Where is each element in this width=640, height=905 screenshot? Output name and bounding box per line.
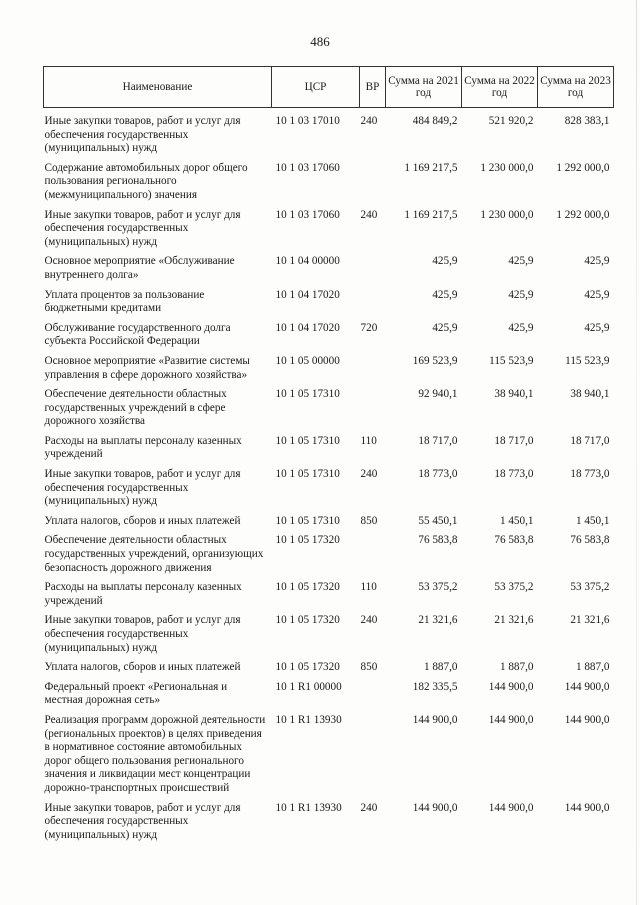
table-row	[44, 681, 614, 714]
row-csr: 10 1 04 17020	[275, 288, 340, 301]
row-sum-2021: 425,9	[432, 288, 458, 301]
row-vr	[360, 289, 386, 322]
row-name: Обслуживание государственного долга субъекта Российской Федерации	[44, 321, 231, 348]
row-sum-2022: 144 900,0	[488, 713, 534, 726]
page-number: 486	[310, 34, 330, 49]
row-csr: 10 1 05 17320	[275, 614, 340, 627]
row-name: Основное мероприятие «Обслуживание внутреннего долга»	[44, 255, 235, 281]
row-vr	[360, 534, 386, 581]
row-name: Обеспечение деятельности областных государственных учреждений, организующих безопасность дорожного движения	[44, 534, 264, 574]
header-sum-2022: Сумма на 2022 год	[462, 67, 538, 108]
row-sum-2023: 1 292 000,0	[556, 161, 610, 174]
row-name: Содержание автомобильных дорог общего пользования регионального (межмуниципального) значения	[44, 161, 248, 201]
row-sum-2021: 1 169 217,5	[404, 161, 458, 174]
row-sum-2023: 144 900,0	[564, 713, 610, 726]
row-vr: 720	[360, 321, 378, 334]
row-sum-2022: 144 900,0	[488, 801, 534, 814]
row-sum-2023: 1 292 000,0	[556, 208, 610, 221]
row-sum-2021: 76 583,8	[418, 534, 458, 547]
row-name: Иные закупки товаров, работ и услуг для обеспечения государственных (муниципальных) нужд	[44, 208, 241, 248]
row-sum-2021: 182 335,5	[412, 680, 458, 693]
table-row	[44, 289, 614, 322]
row-csr: 10 1 R1 13930	[275, 801, 342, 814]
row-sum-2022: 1 230 000,0	[480, 208, 534, 221]
header-sum-2021: Сумма на 2021 год	[386, 67, 462, 108]
row-name: Расходы на выплаты персоналу казенных учреждений	[44, 581, 242, 607]
header-vr: ВР	[360, 67, 386, 108]
row-sum-2022: 76 583,8	[494, 534, 534, 547]
row-csr: 10 1 05 17320	[275, 661, 340, 674]
row-name: Расходы на выплаты персоналу казенных учреждений	[44, 434, 242, 461]
row-name: Иные закупки товаров, работ и услуг для обеспечения государственных (муниципальных) нужд	[44, 801, 241, 841]
table-row	[44, 802, 614, 849]
header-name: Наименование	[44, 67, 272, 108]
row-csr: 10 1 05 17320	[275, 581, 340, 594]
row-name: Уплата процентов за пользование бюджетными кредитами	[44, 288, 205, 315]
table-row	[44, 661, 614, 681]
row-csr: 10 1 05 17310	[275, 468, 340, 481]
row-sum-2022: 425,9	[508, 255, 534, 268]
row-vr: 240	[360, 115, 378, 127]
row-csr: 10 1 03 17010	[275, 115, 340, 127]
row-csr: 10 1 05 17310	[275, 388, 340, 401]
row-csr: 10 1 05 17310	[275, 514, 340, 527]
row-vr: 850	[360, 514, 378, 527]
row-vr	[360, 355, 386, 388]
row-sum-2023: 115 523,9	[565, 354, 610, 367]
row-sum-2022: 425,9	[508, 288, 534, 301]
row-name: Федеральный проект «Региональная и местная дорожная сеть»	[44, 680, 228, 707]
row-sum-2021: 484 849,2	[412, 115, 458, 127]
row-sum-2023: 18 773,0	[570, 468, 610, 481]
row-sum-2021: 144 900,0	[412, 801, 458, 814]
row-vr	[360, 388, 386, 435]
row-csr: 10 1 04 00000	[275, 255, 340, 268]
table-body	[44, 108, 614, 849]
table-row	[44, 108, 614, 162]
row-sum-2023: 144 900,0	[564, 801, 610, 814]
row-sum-2022: 21 321,6	[494, 614, 534, 627]
row-sum-2023: 38 940,1	[570, 388, 610, 401]
row-sum-2021: 144 900,0	[412, 713, 458, 726]
row-vr: 240	[360, 801, 378, 814]
row-sum-2022: 38 940,1	[494, 388, 534, 401]
row-sum-2023: 21 321,6	[570, 614, 610, 627]
row-sum-2022: 18 773,0	[494, 468, 534, 481]
row-vr	[360, 255, 386, 288]
row-csr: 10 1 04 17020	[275, 321, 340, 334]
row-vr	[360, 714, 386, 802]
table-row	[44, 435, 614, 468]
row-sum-2021: 18 773,0	[418, 468, 458, 481]
row-sum-2022: 1 887,0	[499, 661, 534, 674]
row-vr: 850	[360, 661, 378, 674]
row-csr: 10 1 05 17320	[275, 534, 340, 547]
row-sum-2023: 1 450,1	[575, 514, 610, 527]
table-row	[44, 468, 614, 515]
table-row	[44, 355, 614, 388]
row-sum-2021: 92 940,1	[418, 388, 458, 401]
row-vr: 240	[360, 208, 378, 221]
table-header	[44, 67, 614, 108]
row-name: Иные закупки товаров, работ и услуг для обеспечения государственных (муниципальных) нужд	[44, 468, 241, 508]
row-vr: 240	[360, 468, 378, 481]
row-name: Иные закупки товаров, работ и услуг для обеспечения государственных (муниципальных) нужд	[44, 115, 241, 155]
row-sum-2023: 425,9	[584, 288, 610, 301]
row-sum-2021: 21 321,6	[418, 614, 458, 627]
scan-edge	[636, 0, 637, 905]
table-row	[44, 714, 614, 802]
row-sum-2023: 144 900,0	[564, 680, 610, 693]
header-csr: ЦСР	[272, 67, 360, 108]
table-row	[44, 534, 614, 581]
row-name: Реализация программ дорожной деятельности (региональных проектов) в целях приведения в нормативное состояние автомобильных дорог общего пользования регионального значения и ликвидации мест концентрации дорожно-транспортных происшествий	[44, 713, 266, 794]
row-csr: 10 1 R1 13930	[275, 713, 342, 726]
header-sum-2023: Сумма на 2023 год	[538, 67, 614, 108]
row-vr: 110	[360, 581, 377, 594]
row-name: Уплата налогов, сборов и иных платежей	[44, 661, 241, 674]
row-sum-2022: 1 230 000,0	[480, 161, 534, 174]
row-sum-2022: 53 375,2	[494, 581, 534, 594]
row-sum-2022: 18 717,0	[494, 434, 534, 447]
row-sum-2022: 115 523,9	[489, 354, 534, 367]
row-sum-2023: 425,9	[584, 321, 610, 334]
row-name: Основное мероприятие «Развитие системы управления в сфере дорожного хозяйства»	[44, 354, 250, 381]
row-sum-2023: 76 583,8	[570, 534, 610, 547]
table-row	[44, 581, 614, 614]
row-vr	[360, 162, 386, 209]
row-sum-2021: 425,9	[432, 255, 458, 268]
table-row	[44, 209, 614, 256]
row-sum-2021: 53 375,2	[418, 581, 458, 594]
row-sum-2021: 169 523,9	[412, 354, 458, 367]
row-vr: 240	[360, 614, 378, 627]
row-sum-2021: 425,9	[432, 321, 458, 334]
row-sum-2022: 1 450,1	[499, 514, 534, 527]
table-row	[44, 162, 614, 209]
row-name: Обеспечение деятельности областных государственных учреждений в сфере дорожного хозяйства	[44, 388, 227, 428]
row-sum-2022: 144 900,0	[488, 680, 534, 693]
row-sum-2021: 55 450,1	[418, 514, 458, 527]
row-sum-2023: 828 383,1	[564, 115, 610, 127]
row-vr: 110	[360, 434, 377, 447]
table-row	[44, 255, 614, 288]
row-name: Уплата налогов, сборов и иных платежей	[44, 514, 241, 527]
row-sum-2023: 1 887,0	[575, 661, 610, 674]
row-name: Иные закупки товаров, работ и услуг для обеспечения государственных (муниципальных) нужд	[44, 614, 241, 654]
table-row	[44, 388, 614, 435]
budget-table	[43, 66, 614, 848]
row-sum-2021: 18 717,0	[418, 434, 458, 447]
row-csr: 10 1 05 17310	[275, 434, 340, 447]
row-sum-2021: 1 169 217,5	[404, 208, 458, 221]
row-csr: 10 1 03 17060	[275, 208, 340, 221]
row-sum-2021: 1 887,0	[423, 661, 458, 674]
row-sum-2023: 425,9	[584, 255, 610, 268]
table-row	[44, 322, 614, 355]
row-csr: 10 1 03 17060	[275, 161, 340, 174]
row-csr: 10 1 R1 00000	[275, 680, 342, 693]
row-sum-2022: 521 920,2	[488, 115, 534, 127]
row-csr: 10 1 05 00000	[275, 354, 340, 367]
table-row	[44, 515, 614, 535]
row-sum-2023: 18 717,0	[570, 434, 610, 447]
row-sum-2022: 425,9	[508, 321, 534, 334]
table-row	[44, 614, 614, 661]
row-vr	[360, 681, 386, 714]
row-sum-2023: 53 375,2	[570, 581, 610, 594]
